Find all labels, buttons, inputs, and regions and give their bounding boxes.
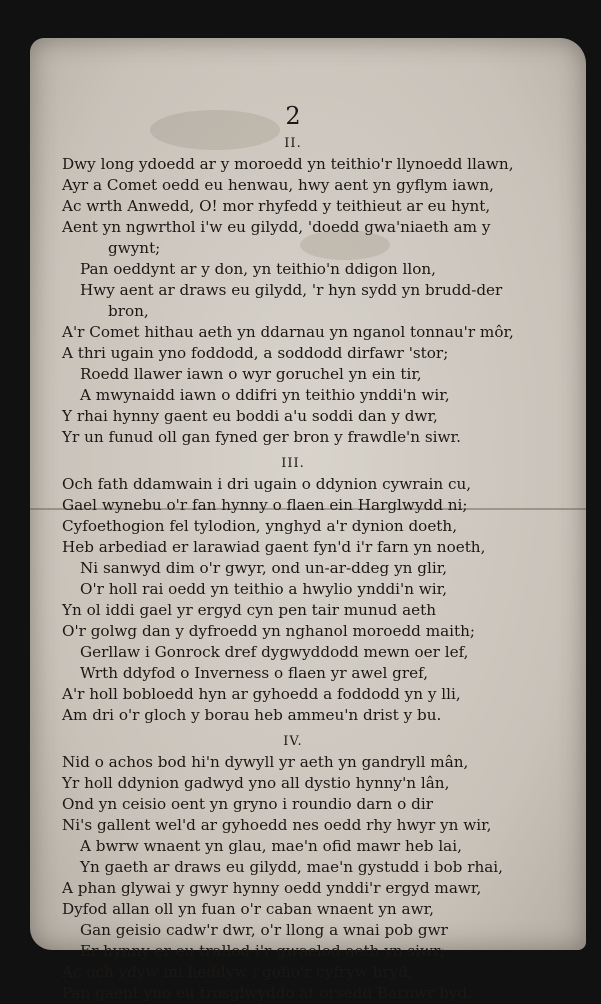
poem-line: Gan geisio cadw'r dwr, o'r llong a wnai pob gwr — [80, 921, 448, 939]
stanza-number: IV. — [283, 734, 303, 749]
poem-line: gwynt; — [108, 239, 161, 257]
poem-line: Ac och ydyw ini heddyw i gofio'r cyfryw bryd, — [62, 963, 413, 981]
poem-line: Aent yn ngwrthol i'w eu gilydd, 'doedd gwa'niaeth am y — [62, 218, 491, 236]
poem-line: Er hynny er eu trallod i'r gwaelod aeth yn siwr; — [80, 942, 446, 960]
stanza-number: III. — [281, 456, 305, 471]
poem-line: Am dri o'r gloch y borau heb ammeu'n drist y bu. — [62, 706, 442, 724]
poem-line: Pan gaent yno eu trosglwyddo at orsedd Barnwr byd. — [62, 984, 473, 1002]
page-number: 2 — [285, 102, 301, 130]
poem-line: Heb arbediad er larawiad gaent fyn'd i'r farn yn noeth, — [62, 538, 486, 556]
poem-line: Yr un funud oll gan fyned ger bron y frawdle'n siwr. — [62, 428, 461, 446]
poem-line: Ac wrth Anwedd, O! mor rhyfedd y teithieut ar eu hynt, — [62, 197, 491, 215]
stanza-number: II. — [284, 136, 302, 151]
poem-line: A'r Comet hithau aeth yn ddarnau yn nganol tonnau'r môr, — [62, 323, 514, 341]
poem-line: Ni sanwyd dim o'r gwyr, ond un-ar-ddeg yn glir, — [80, 559, 448, 577]
poem-line: Dwy long ydoedd ar y moroedd yn teithio'r llynoedd llawn, — [62, 155, 514, 173]
poem-line: A mwynaidd iawn o ddifri yn teithio ynddi'n wir, — [80, 386, 450, 404]
poem-line: O'r golwg dan y dyfroedd yn nghanol moroedd maith; — [62, 622, 476, 640]
poem-line: Och fath ddamwain i dri ugain o ddynion cywrain cu, — [62, 475, 472, 493]
poem-line: Gerllaw i Gonrock dref dygwyddodd mewn oer lef, — [80, 643, 469, 661]
poem-line: Yn ol iddi gael yr ergyd cyn pen tair munud aeth — [62, 601, 437, 619]
poem-line: bron, — [108, 302, 149, 320]
poem-line: Wrth ddyfod o Inverness o flaen yr awel gref, — [80, 664, 429, 682]
poem-line: A thri ugain yno foddodd, a soddodd dirfawr 'stor; — [62, 344, 449, 362]
poem-line: Pan oeddynt ar y don, yn teithio'n ddigon llon, — [80, 260, 436, 278]
poem-line: A phan glywai y gwyr hynny oedd ynddi'r ergyd mawr, — [62, 879, 482, 897]
poem-text — [62, 102, 524, 1004]
poem-line: A'r holl bobloedd hyn ar gyhoedd a foddodd yn y lli, — [62, 685, 461, 703]
poem-line: A bwrw wnaent yn glau, mae'n ofid mawr heb lai, — [80, 837, 462, 855]
poem-line: Ond yn ceisio oent yn gryno i roundio darn o dir — [62, 795, 433, 813]
poem-line: Yr holl ddynion gadwyd yno all dystio hynny'n lân, — [62, 774, 450, 792]
poem-line: Cyfoethogion fel tylodion, ynghyd a'r dynion doeth, — [62, 517, 458, 535]
poem-line: Dyfod allan oll yn fuan o'r caban wnaent yn awr, — [62, 900, 434, 918]
poem-line: Y rhai hynny gaent eu boddi a'u soddi dan y dwr, — [62, 407, 438, 425]
poem-line: Hwy aent ar draws eu gilydd, 'r hyn sydd yn brudd-der — [80, 281, 503, 299]
poem-line: O'r holl rai oedd yn teithio a hwylio ynddi'n wir, — [80, 580, 448, 598]
poem-line: Roedd llawer iawn o wyr goruchel yn ein tir, — [80, 365, 422, 383]
poem-line: Ayr a Comet oedd eu henwau, hwy aent yn gyflym iawn, — [62, 176, 494, 194]
poem-line: Nid o achos bod hi'n dywyll yr aeth yn gandryll mân, — [62, 753, 469, 771]
poem-line: Yn gaeth ar draws eu gilydd, mae'n gystudd i bob rhai, — [80, 858, 503, 876]
poem-line: Ni's gallent wel'd ar gyhoedd nes oedd rhy hwyr yn wir, — [62, 816, 492, 834]
poem-line: Gael wynebu o'r fan hynny o flaen ein Harglwydd ni; — [62, 496, 468, 514]
